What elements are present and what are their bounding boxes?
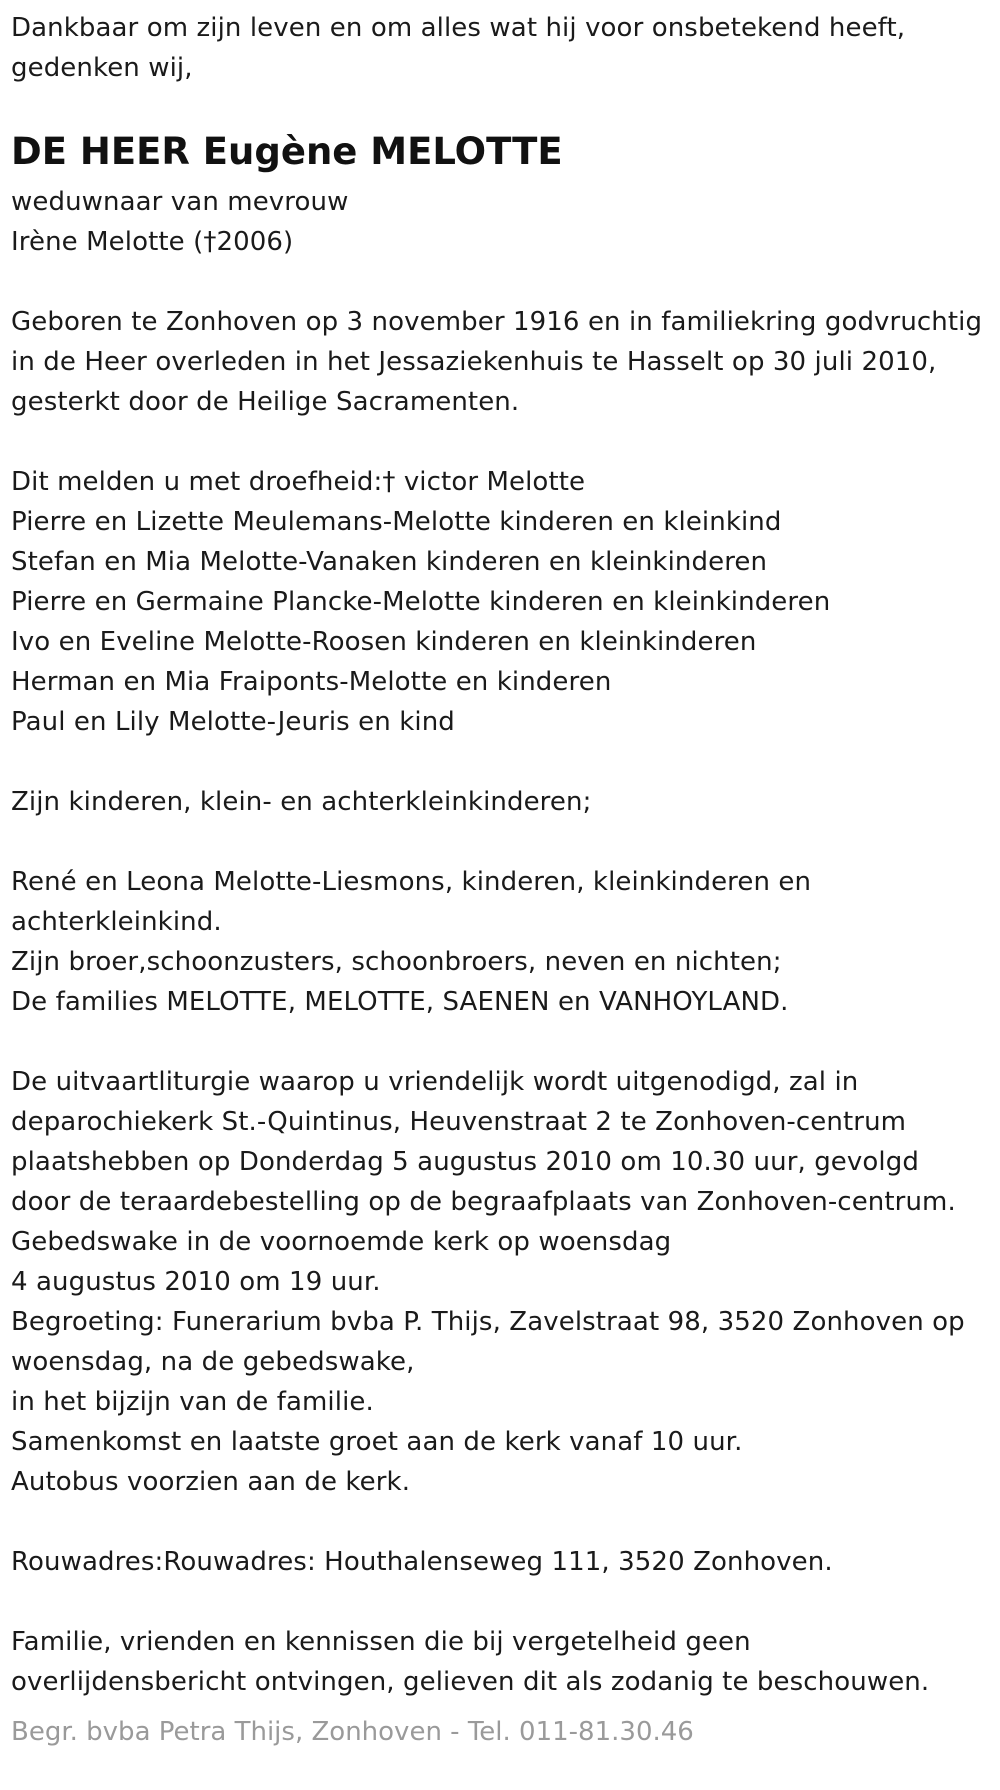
paragraph-line: René en Leona Melotte-Liesmons, kinderen, kleinkinderen en bbox=[11, 867, 812, 897]
spacer bbox=[11, 88, 989, 128]
family-line: Dit melden u met droefheid:† victor Melotte bbox=[11, 467, 586, 497]
paragraph-line: De uitvaartliturgie waarop u vriendelijk wordt uitgenodigd, zal in bbox=[11, 1067, 859, 1097]
paragraph-line: woensdag, na de gebedswake, bbox=[11, 1347, 415, 1377]
deceased-name: DE HEER Eugène MELOTTE bbox=[11, 130, 563, 173]
spacer bbox=[11, 822, 989, 862]
birth-death-paragraph bbox=[11, 302, 989, 422]
paragraph-line: Samenkomst en laatste groet aan de kerk vanaf 10 uur. bbox=[11, 1427, 743, 1457]
closing-note bbox=[11, 1622, 989, 1702]
family-line: Ivo en Eveline Melotte-Roosen kinderen en kleinkinderen bbox=[11, 627, 757, 657]
family-line: Stefan en Mia Melotte-Vanaken kinderen en kleinkinderen bbox=[11, 547, 768, 577]
descendants-line bbox=[11, 782, 989, 822]
paragraph-line: Begroeting: Funerarium bvba P. Thijs, Zavelstraat 98, 3520 Zonhoven op bbox=[11, 1307, 965, 1337]
paragraph-line: De families MELOTTE, MELOTTE, SAENEN en VANHOYLAND. bbox=[11, 987, 789, 1017]
paragraph-line: Zijn broer,schoonzusters, schoonbroers, neven en nichten; bbox=[11, 947, 782, 977]
paragraph-line: in de Heer overleden in het Jessaziekenhuis te Hasselt op 30 juli 2010, bbox=[11, 347, 937, 377]
intro-line: Dankbaar om zijn leven en om alles wat hij voor onsbetekend heeft, bbox=[11, 13, 906, 43]
intro-text bbox=[11, 8, 989, 88]
family-line: Herman en Mia Fraiponts-Melotte en kinderen bbox=[11, 667, 612, 697]
spacer bbox=[11, 1582, 989, 1622]
spacer bbox=[11, 422, 989, 462]
family-announcement-list bbox=[11, 462, 989, 742]
paragraph-line: gesterkt door de Heilige Sacramenten. bbox=[11, 387, 520, 417]
paragraph-line: plaatshebben op Donderdag 5 augustus 2010 om 10.30 uur, gevolgd bbox=[11, 1147, 919, 1177]
intro-line: gedenken wij, bbox=[11, 53, 193, 83]
paragraph-line: Geboren te Zonhoven op 3 november 1916 en in familiekring godvruchtig bbox=[11, 307, 983, 337]
spacer bbox=[11, 262, 989, 302]
paragraph-line: Zijn kinderen, klein- en achterkleinkinderen; bbox=[11, 787, 592, 817]
spacer bbox=[11, 742, 989, 782]
deceased-detail-line: weduwnaar van mevrouw bbox=[11, 187, 349, 217]
paragraph-line: overlijdensbericht ontvingen, gelieven dit als zodanig te beschouwen. bbox=[11, 1667, 930, 1697]
paragraph-line: door de teraardebestelling op de begraafplaats van Zonhoven-centrum. bbox=[11, 1187, 956, 1217]
paragraph-line: Autobus voorzien aan de kerk. bbox=[11, 1467, 411, 1497]
mourning-address bbox=[11, 1542, 989, 1582]
deceased-detail-line: Irène Melotte (†2006) bbox=[11, 227, 294, 257]
relatives-paragraph bbox=[11, 862, 989, 1022]
paragraph-line: 4 augustus 2010 om 19 uur. bbox=[11, 1267, 381, 1297]
paragraph-line: Rouwadres:Rouwadres: Houthalenseweg 111, 3520 Zonhoven. bbox=[11, 1547, 833, 1577]
spacer bbox=[11, 1022, 989, 1062]
paragraph-line: Gebedswake in de voornoemde kerk op woensdag bbox=[11, 1227, 672, 1257]
paragraph-line: deparochiekerk St.-Quintinus, Heuvenstraat 2 te Zonhoven-centrum bbox=[11, 1107, 907, 1137]
paragraph-line: in het bijzijn van de familie. bbox=[11, 1387, 374, 1417]
deceased-block bbox=[11, 130, 989, 262]
funeral-details-paragraph bbox=[11, 1062, 989, 1502]
family-line: Pierre en Germaine Plancke-Melotte kinderen en kleinkinderen bbox=[11, 587, 831, 617]
spacer bbox=[11, 1502, 989, 1542]
family-line: Pierre en Lizette Meulemans-Melotte kinderen en kleinkind bbox=[11, 507, 782, 537]
paragraph-line: Familie, vrienden en kennissen die bij vergetelheid geen bbox=[11, 1627, 751, 1657]
funeral-home-footer: Begr. bvba Petra Thijs, Zonhoven - Tel. 011-81.30.46 bbox=[11, 1717, 694, 1747]
family-line: Paul en Lily Melotte-Jeuris en kind bbox=[11, 707, 455, 737]
paragraph-line: achterkleinkind. bbox=[11, 907, 222, 937]
